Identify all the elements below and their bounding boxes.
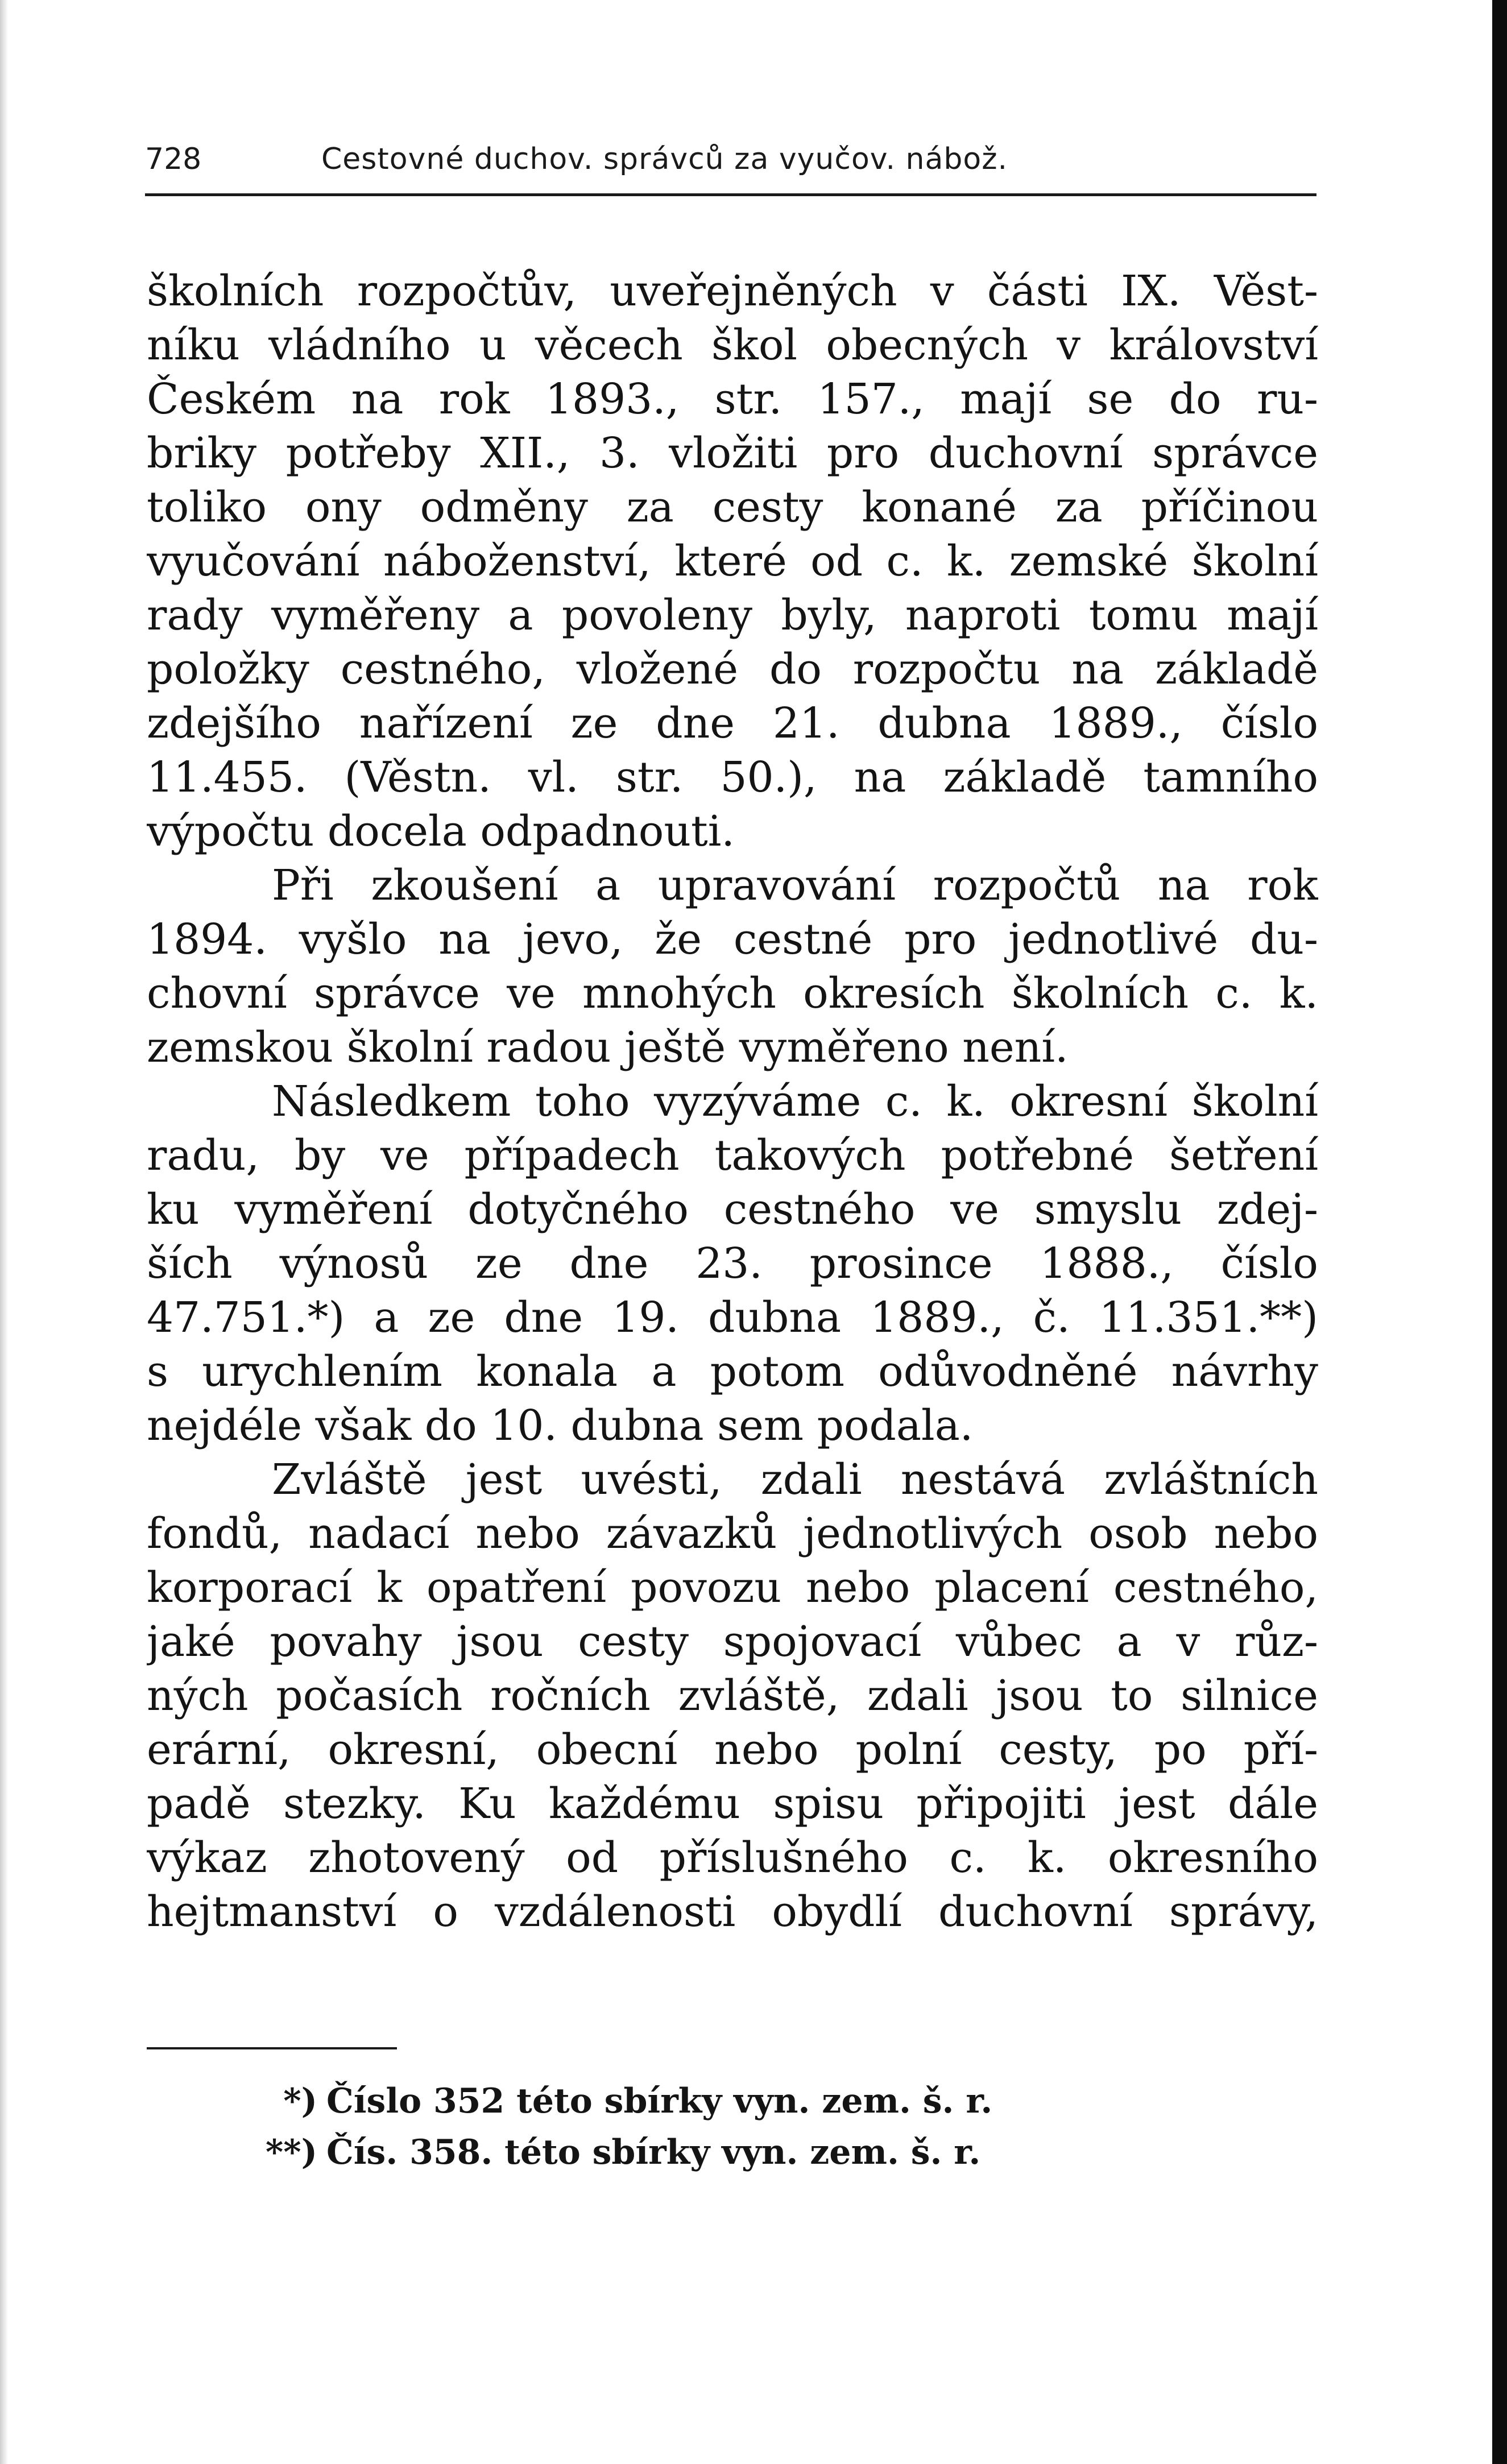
- text-line: níku vládního u věcech škol obecných v království: [147, 321, 1318, 370]
- body-text: [147, 264, 1318, 1939]
- text-line: korporací k opatření povozu nebo placení cestného,: [147, 1563, 1318, 1612]
- text-line: položky cestného, vložené do rozpočtu na základě: [147, 645, 1318, 694]
- text-line: vyučování náboženství, které od c. k. zemské školní: [147, 537, 1318, 586]
- page-right-edge: [1492, 0, 1507, 2464]
- text-line: radu, by ve případech takových potřebné šetření: [147, 1131, 1318, 1180]
- text-line: erární, okresní, obecní nebo polní cesty, po pří-: [147, 1725, 1318, 1774]
- page-left-edge: [0, 0, 8, 2464]
- text-line: s urychlením konala a potom odůvodněné návrhy: [147, 1347, 1318, 1396]
- page-header: [145, 134, 1316, 185]
- footnotes: [147, 2076, 1318, 2178]
- running-head: Cestovné duchov. správců za vyučov. nábož.: [321, 142, 1008, 176]
- text-line: 47.751.*) a ze dne 19. dubna 1889., č. 11.351.**): [147, 1293, 1318, 1342]
- footnote-rule: [147, 2047, 397, 2049]
- text-line: zdejšího nařízení ze dne 21. dubna 1889., číslo: [147, 699, 1318, 748]
- text-line: fondů, nadací nebo závazků jednotlivých osob nebo: [147, 1509, 1318, 1558]
- text-line: Při zkoušení a upravování rozpočtů na rok: [272, 861, 1318, 910]
- footnote-text: Čís. 358. této sbírky vyn. zem. š. r.: [326, 2132, 981, 2172]
- text-line: 11.455. (Věstn. vl. str. 50.), na základě tamního: [147, 753, 1318, 802]
- text-line: výkaz zhotovený od příslušného c. k. okresního: [147, 1833, 1318, 1882]
- text-line: jaké povahy jsou cesty spojovací vůbec a v růz-: [147, 1617, 1318, 1666]
- text-line: ných počasích ročních zvláště, zdali jsou to silnice: [147, 1671, 1318, 1720]
- footnote-text: Číslo 352 této sbírky vyn. zem. š. r.: [326, 2081, 993, 2121]
- text-line: 1894. vyšlo na jevo, že cestné pro jednotlivé du-: [147, 915, 1318, 964]
- page-number: 728: [145, 142, 202, 176]
- text-line: ších výnosů ze dne 23. prosince 1888., číslo: [147, 1239, 1318, 1288]
- text-line: ku vyměření dotyčného cestného ve smyslu zdej-: [147, 1185, 1318, 1234]
- text-line: rady vyměřeny a povoleny byly, naproti tomu mají: [147, 591, 1318, 640]
- text-line: školních rozpočtův, uveřejněných v části IX. Věst-: [147, 267, 1318, 316]
- text-line: Následkem toho vyzýváme c. k. okresní školní: [272, 1077, 1318, 1126]
- footnote: [147, 2127, 1318, 2178]
- text-line: Zvláště jest uvésti, zdali nestává zvláštních: [272, 1455, 1318, 1504]
- footnote-mark: *): [283, 2081, 317, 2121]
- header-rule: [145, 193, 1316, 196]
- text-line: chovní správce ve mnohých okresích školních c. k.: [147, 969, 1318, 1018]
- text-line: výpočtu docela odpadnouti.: [147, 807, 735, 856]
- text-line: toliko ony odměny za cesty konané za příčinou: [147, 483, 1318, 532]
- text-line: Českém na rok 1893., str. 157., mají se do ru-: [147, 375, 1318, 424]
- footnote-mark: **): [265, 2132, 317, 2172]
- text-line: hejtmanství o vzdálenosti obydlí duchovní správy,: [147, 1887, 1318, 1936]
- text-line: nejdéle však do 10. dubna sem podala.: [147, 1401, 974, 1450]
- footnote: [147, 2076, 1318, 2127]
- text-line: padě stezky. Ku každému spisu připojiti jest dále: [147, 1779, 1318, 1828]
- text-line: zemskou školní radou ještě vyměřeno není.: [147, 1023, 1069, 1072]
- text-line: briky potřeby XII., 3. vložiti pro duchovní správce: [147, 429, 1318, 478]
